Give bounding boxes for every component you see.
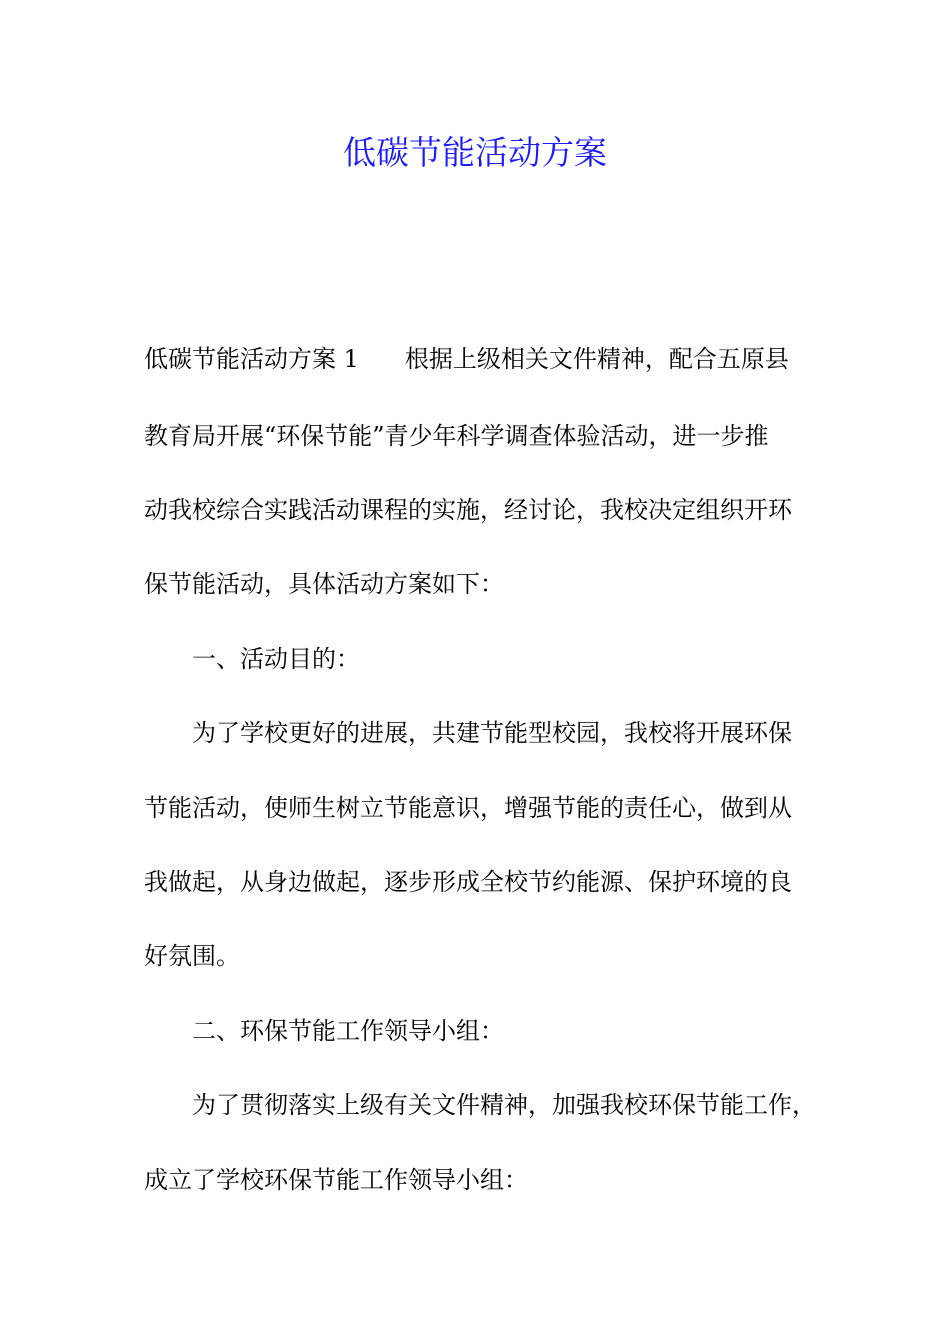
- paragraph-line: 教育局开展“环保节能”青少年科学调查体验活动，进一步推: [144, 422, 769, 450]
- paragraph-line: 成立了学校环保节能工作领导小组：: [144, 1166, 528, 1194]
- paragraph-line: 动我校综合实践活动课程的实施，经讨论，我校决定组织开环: [144, 496, 792, 524]
- section-heading-inline: 低碳节能活动方案 1: [144, 345, 359, 373]
- document-title: 低碳节能活动方案: [343, 133, 607, 172]
- paragraph-line: 我做起，从身边做起，逐步形成全校节约能源、保护环境的良: [144, 868, 792, 896]
- paragraph-line: [144, 339, 789, 379]
- paragraph-line: 节能活动，使师生树立节能意识，增强节能的责任心，做到从: [144, 794, 792, 822]
- section-heading: 二、环保节能工作领导小组：: [192, 1017, 504, 1045]
- paragraph-text: 根据上级相关文件精神，配合五原县: [404, 345, 789, 373]
- section-heading: 一、活动目的：: [192, 645, 360, 673]
- paragraph-line: 为了学校更好的进展，共建节能型校园，我校将开展环保: [192, 719, 792, 747]
- paragraph-line: 为了贯彻落实上级有关文件精神，加强我校环保节能工作，: [192, 1091, 816, 1119]
- paragraph-line: 保节能活动，具体活动方案如下：: [144, 570, 504, 598]
- paragraph-line: 好氛围。: [144, 942, 240, 970]
